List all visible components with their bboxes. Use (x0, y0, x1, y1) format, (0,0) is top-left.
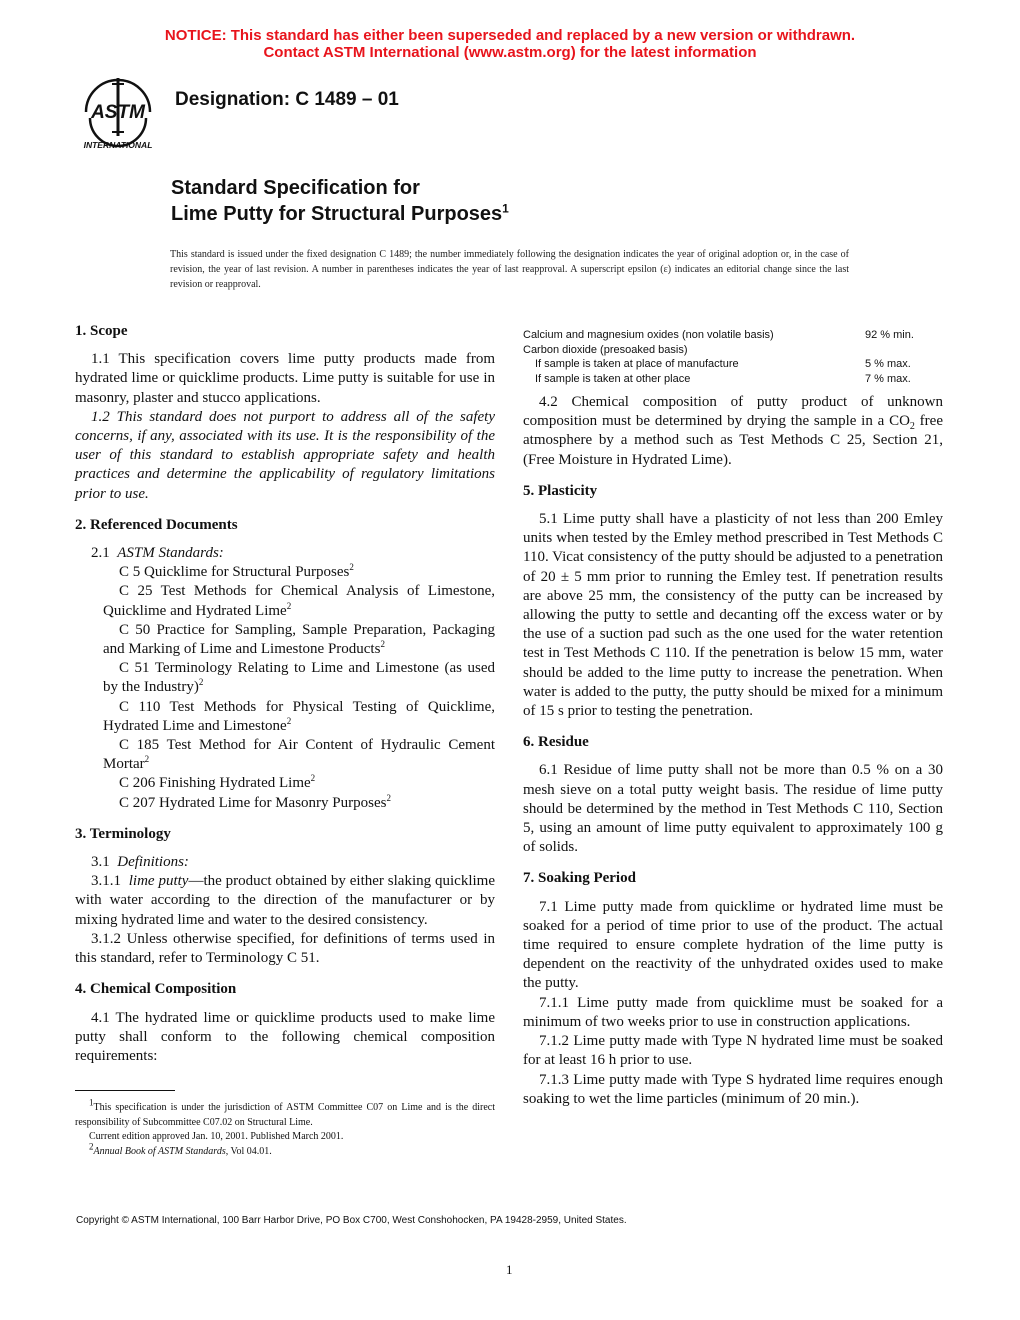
reference-text: C 110 Test Methods for Physical Testing of Quicklime, Hydrated Lime and Limestone (103, 698, 495, 734)
title-line-1: Standard Specification for (171, 177, 420, 199)
footnote-1-mark: 1 (89, 1097, 94, 1108)
table-row (523, 357, 943, 372)
notice-line-1: NOTICE: This standard has either been superseded and replaced by a new version or withdrawn. (164, 27, 856, 44)
footnotes (75, 1097, 495, 1159)
astm-logo (76, 74, 160, 152)
table-cell-label: Carbon dioxide (presoaked basis) (523, 343, 688, 356)
left-column (75, 322, 495, 1066)
logo-text: ASTM (91, 102, 145, 123)
terminology-3-1-num: 3.1 (91, 854, 110, 871)
reference-footnote-mark: 2 (380, 639, 385, 650)
right-column (523, 393, 943, 1109)
terminology-3-1 (75, 853, 495, 872)
page-number: 1 (506, 1262, 513, 1277)
reference-footnote-mark: 2 (349, 562, 354, 573)
astm-logo-icon (76, 74, 160, 152)
reference-footnote-mark: 2 (198, 677, 204, 688)
footnote-2 (75, 1141, 495, 1160)
title-line-2-text: Lime Putty for Structural Purposes (171, 203, 503, 225)
reference-footnote-mark: 2 (286, 600, 292, 611)
reference-item (75, 582, 495, 620)
reference-item (75, 563, 495, 582)
table-cell-value: 7 % max. (865, 372, 911, 385)
astm-standards-num: 2.1 (91, 545, 110, 562)
designation: Designation: C 1489 – 01 (175, 89, 399, 110)
footnote-1-edition: Current edition approved Jan. 10, 2001. Published March 2001. (89, 1131, 344, 1142)
footnote-2-italic: Annual Book of ASTM Standards (93, 1145, 226, 1157)
footnote-2-mark: 2 (89, 1141, 94, 1152)
footnote-1 (75, 1097, 495, 1130)
residue-heading: 6. Residue (523, 734, 589, 751)
reference-item (75, 659, 495, 697)
reference-text: C 25 Test Methods for Chemical Analysis of Limestone, Quicklime and Hydrated Lime (103, 583, 495, 619)
residue-6-1: 6.1 Residue of lime putty shall not be more than 0.5 % on a 30 mesh sieve on a total putty weight basis. The residue of lime putty should be determined by the method in Test Methods C 110, Section 5, using an amount of lime putty equivalent to approximately 100 g of solids. (523, 762, 943, 856)
preamble: This standard is issued under the fixed designation C 1489; the number immediately following the designation indicates the year of original adoption or, in the case of revision, the year of last revision. A number in parentheses indicates the year of last reapproval. A superscript epsilon (ε) indicates an editorial change since the last revision or reapproval. (170, 249, 849, 290)
table-row (523, 372, 943, 387)
reference-text: C 50 Practice for Sampling, Sample Preparation, Packaging and Marking of Lime and Limestone Products (103, 621, 495, 658)
chemical-4-1: 4.1 The hydrated lime or quicklime products used to make lime putty shall conform to the following chemical composition requirements: (75, 1009, 495, 1064)
scope-1-2: 1.2 This standard does not purport to address all of the safety concerns, if any, associated with its use. It is the responsibility of the user of this standard to establish appropriate safety and health practices and determine the applicability of regulatory limitations prior to use. (75, 408, 495, 502)
reference-text: C 207 Hydrated Lime for Masonry Purposes (119, 794, 387, 811)
soaking-7-1-1: 7.1.1 Lime putty made from quicklime must be soaked for a minimum of two weeks prior to use in construction applications. (523, 994, 943, 1030)
footnote-rule (75, 1090, 175, 1091)
scope-heading: 1. Scope (75, 323, 128, 339)
document-title (171, 175, 509, 227)
table-cell-value (865, 343, 943, 358)
chemical-4-2-text-a: 4.2 Chemical composition of putty product of unknown composition must be determined by drying the sample in a CO (523, 394, 943, 430)
reference-item (75, 794, 495, 813)
soaking-7-1-2: 7.1.2 Lime putty made with Type N hydrated lime must be soaked for at least 16 h prior to use. (523, 1033, 943, 1069)
chemical-requirements-table (523, 328, 943, 386)
reference-item (75, 774, 495, 793)
table-row (523, 328, 943, 343)
table-cell-label: If sample is taken at other place (535, 372, 691, 385)
reference-item (75, 621, 495, 659)
reference-text: C 51 Terminology Relating to Lime and Limestone (as used by the Industry) (103, 660, 495, 696)
reference-text: C 185 Test Method for Air Content of Hydraulic Cement Mortar (103, 737, 495, 773)
plasticity-5-1: 5.1 Lime putty shall have a plasticity of not less than 200 Emley units when tested by the Emley method prescribed in Test Methods C 110. Vicat consistency of the putty should be adjusted to a penetration of 20 ± 5 mm prior to running the Emley test. If penetration results are above 25 mm, the consistency of the putty can be increased by allowing the putty to settle and decanting off the excess water or by the use of a suction pad such as the one used for the water retention test in Test Methods C 110. If the penetration is below 15 mm, water should be added to the lime putty to increase the penetration. When water is added to the putty, the putty should be mixed for a minimum of 15 s prior to testing the penetration. (523, 511, 943, 720)
copyright: Copyright © ASTM International, 100 Barr Harbor Drive, PO Box C700, West Conshohocken, PA 19428-2959, United States. (76, 1215, 627, 1226)
terminology-3-1-label: Definitions: (117, 854, 189, 871)
chemical-4-2-text-b: free atmosphere by a method such as Test Methods C 25, Section 21, (Free Moisture in Hydrated Lime). (523, 413, 943, 468)
plasticity-heading: 5. Plasticity (523, 482, 598, 499)
reference-footnote-mark: 2 (310, 773, 316, 784)
referenced-list (75, 563, 495, 813)
title-footnote-mark: 1 (502, 201, 509, 216)
reference-footnote-mark: 2 (286, 715, 292, 726)
soaking-7-1: 7.1 Lime putty made from quicklime or hydrated lime must be soaked for a period of time prior to use of the product. The actual time required to ensure complete hydration of the lime putty is dependent on the reactivity of the unhydrated oxides used to make the putty. (523, 898, 943, 992)
co2-subscript: 2 (909, 421, 915, 433)
footnote-1-text: This specification is under the jurisdiction of ASTM Committee C07 on Lime and is the direct responsibility of Subcommittee C07.02 on Structural Lime. (75, 1102, 495, 1128)
soaking-7-1-3: 7.1.3 Lime putty made with Type S hydrated lime requires enough soaking to wet the lime particles (minimum of 20 min.). (523, 1071, 943, 1107)
table-cell-value: 92 % min. (865, 329, 914, 341)
astm-standards-label: ASTM Standards: (117, 545, 224, 562)
reference-item (75, 698, 495, 736)
logo-subtext: INTERNATIONAL (83, 140, 153, 150)
soaking-period-heading: 7. Soaking Period (523, 870, 636, 887)
reference-text: C 206 Finishing Hydrated Lime (119, 775, 311, 792)
chemical-composition-heading: 4. Chemical Composition (75, 981, 237, 998)
withdrawal-notice (0, 27, 1020, 61)
reference-footnote-mark: 2 (144, 754, 150, 765)
table-cell-label: If sample is taken at place of manufacture (535, 358, 739, 370)
terminology-3-1-1-num: 3.1.1 (91, 873, 121, 890)
terminology-heading: 3. Terminology (75, 825, 171, 842)
scope-1-1: 1.1 This specification covers lime putty products made from hydrated lime or quicklime products. Lime putty is suitable for use in masonry, plaster and stucco applications. (75, 351, 495, 406)
referenced-documents-heading: 2. Referenced Documents (75, 516, 238, 533)
term-definition: —the product obtained by either slaking quicklime with water according to the direction of the manufacturer or by mixing hydrated lime and water to the desired consistency. (75, 873, 495, 928)
reference-text: C 5 Quicklime for Structural Purposes (119, 564, 350, 581)
astm-standards-intro (75, 544, 495, 563)
defined-term: lime putty (128, 873, 189, 890)
reference-item (75, 736, 495, 774)
notice-line-2: Contact ASTM International (www.astm.org) for the latest information (263, 44, 757, 61)
footnote-2-text: , Vol 04.01. (225, 1145, 272, 1157)
reference-footnote-mark: 2 (386, 792, 391, 803)
table-cell-label: Calcium and magnesium oxides (non volatile basis) (523, 329, 774, 341)
terminology-3-1-1 (75, 872, 495, 930)
title-line-2 (171, 201, 509, 227)
table-row (523, 343, 943, 358)
terminology-3-1-2: 3.1.2 Unless otherwise specified, for definitions of terms used in this standard, refer to Terminology C 51. (75, 930, 495, 967)
chemical-4-2 (523, 393, 943, 470)
table-cell-value: 5 % max. (865, 358, 911, 370)
